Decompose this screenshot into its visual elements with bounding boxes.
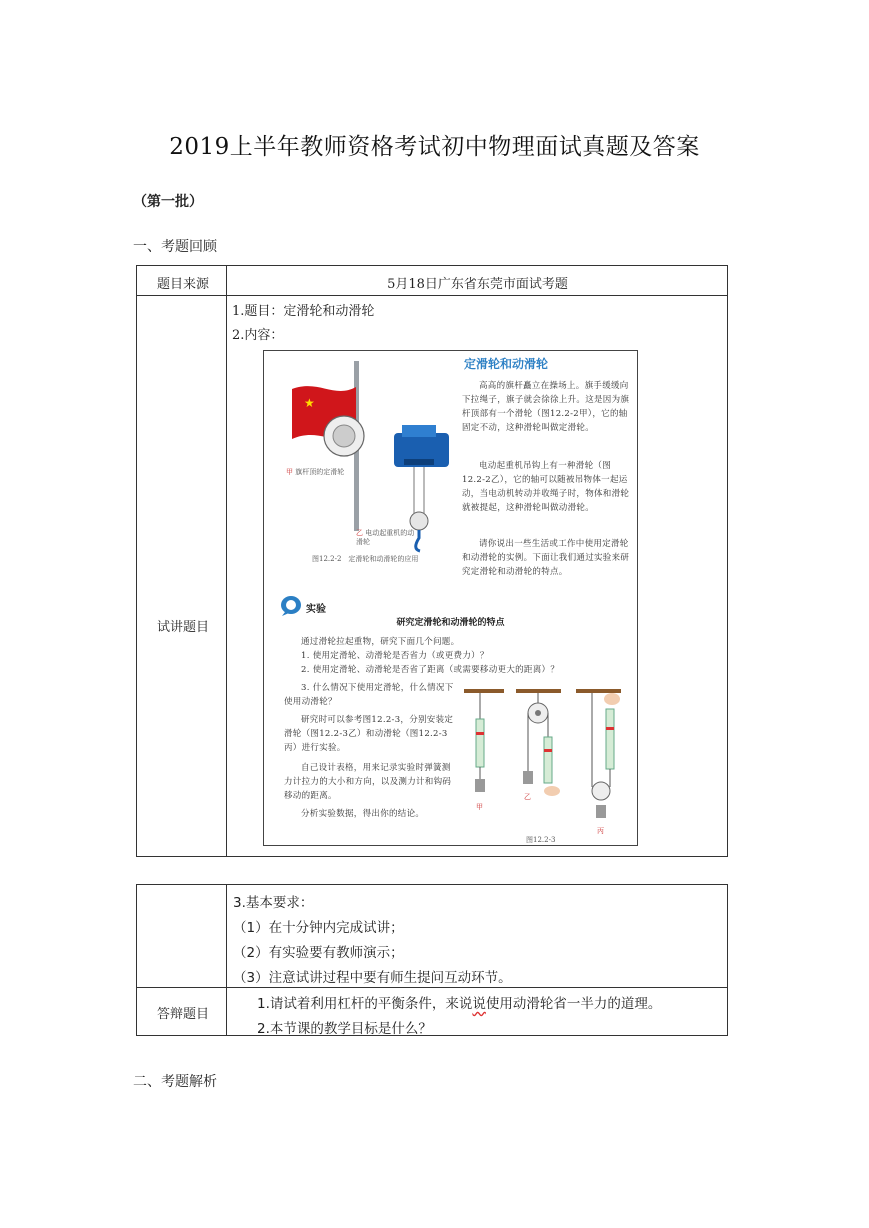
fig-label-bing: 丙 [597, 827, 604, 835]
fig-label-jia: 甲 [476, 803, 483, 811]
source-label: 题目来源 [157, 277, 210, 292]
paragraph-examples: 请你说出一些生活或工作中使用定滑轮和动滑轮的实例。下面让我们通过实验来研究定滑轮和动滑轮的特点。 [462, 539, 630, 577]
experiment-icon [280, 595, 304, 617]
experiment-table-instruction: 自己设计表格，用来记录实验时弹簧测力计拉力的大小和方向，以及测力计和钩码移动的距离。 [284, 763, 452, 801]
requirements-title: 3.基本要求： [233, 895, 314, 911]
experiment-question-1: 1. 使用定滑轮、动滑轮是否省力（或更费力）？ [301, 651, 489, 661]
topic-item-1: 1.题目：定滑轮和动滑轮 [232, 304, 375, 319]
page-title: 2019上半年教师资格考试初中物理面试真题及答案 [169, 134, 700, 160]
label-jia: 甲 [286, 468, 293, 476]
figure-caption-12-2-2: 图12.2-2 定滑轮和动滑轮的应用 [312, 555, 419, 563]
section-heading-analysis: 二、考题解析 [133, 1074, 217, 1090]
paragraph-fixed-pulley: 高高的旗杆矗立在操场上。旗手缓缓向下拉绳子，旗子就会徐徐上升。这是因为旗杆顶部有一个滑轮（图12.2-2甲），它的轴固定不动，这种滑轮叫做定滑轮。 [462, 381, 630, 433]
pulley-experiment-figure [464, 687, 634, 837]
textbook-excerpt [263, 350, 638, 846]
label-yi: 乙 [356, 529, 363, 537]
svg-text:★: ★ [304, 396, 315, 410]
experiment-label: 实验 [306, 604, 326, 615]
section-heading-review: 一、考题回顾 [133, 239, 217, 255]
requirements-table [136, 884, 728, 1036]
experiment-question-2: 2. 使用定滑轮、动滑轮是否省了距离（或需要移动更大的距离）？ [301, 665, 560, 675]
textbook-title: 定滑轮和动滑轮 [464, 357, 549, 371]
defense-question-2: 2.本节课的教学目标是什么？ [257, 1021, 432, 1037]
figure-caption-12-2-3: 图12.2-3 [526, 836, 556, 844]
batch-label: （第一批） [133, 194, 203, 210]
defense-label: 答辩题目 [157, 1007, 210, 1022]
experiment-title: 研究定滑轮和动滑轮的特点 [396, 618, 505, 628]
source-value: 5月18日广东省东莞市面试考题 [387, 277, 568, 292]
label-jia-text: 旗杆顶的定滑轮 [295, 468, 345, 476]
topic-item-2: 2.内容： [232, 328, 284, 343]
defense-question-1: 1.请试着利用杠杆的平衡条件，来说说使用动滑轮省一半力的道理。 [257, 996, 662, 1012]
experiment-question-3: 3. 什么情况下使用定滑轮，什么情况下使用动滑轮？ [284, 683, 454, 707]
experiment-intro: 通过滑轮拉起重物，研究下面几个问题。 [301, 637, 460, 647]
topic-label: 试讲题目 [157, 620, 210, 635]
experiment-conclusion: 分析实验数据，得出你的结论。 [301, 809, 425, 819]
requirement-3: （3）注意试讲过程中要有师生提问互动环节。 [233, 970, 512, 986]
paragraph-movable-pulley: 电动起重机吊钩上有一种滑轮（图12.2-2乙），它的轴可以随被吊物体一起运动，当电动机转动并收绳子时，物体和滑轮就被提起，这种滑轮叫做动滑轮。 [462, 461, 630, 513]
fig-label-yi: 乙 [524, 793, 531, 801]
experiment-method: 研究时可以参考图12.2-3，分别安装定滑轮（图12.2-3乙）和动滑轮（图12.2-3丙）进行实验。 [284, 715, 454, 753]
requirement-2: （2）有实验要有教师演示； [233, 945, 404, 961]
label-yi-text: 电动起重机的动滑轮 [356, 529, 415, 546]
requirement-1: （1）在十分钟内完成试讲； [233, 920, 404, 936]
